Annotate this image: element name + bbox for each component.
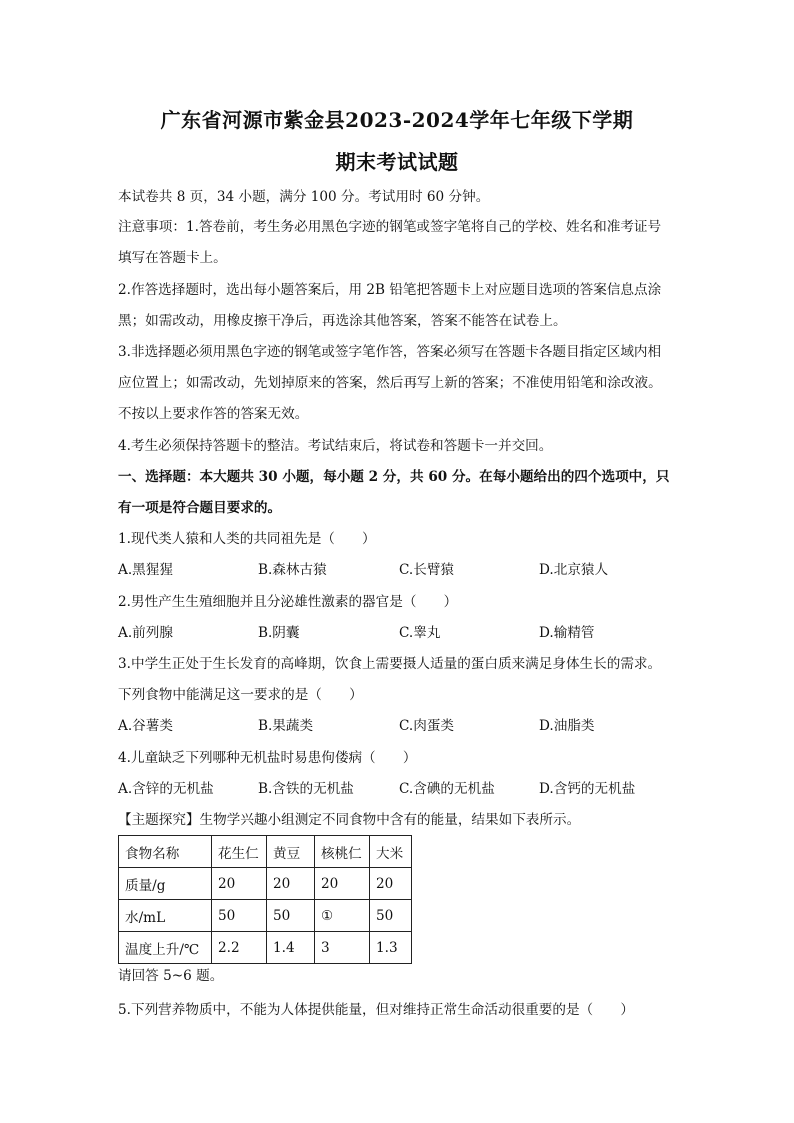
note-2-line-a: 2.作答选择题时，选出每小题答案后，用 2B 铅笔把答题卡上对应题目选项的答案信息点涂 <box>118 282 662 298</box>
question-2-option-c: C.睾丸 <box>399 625 441 641</box>
question-1-option-a: A.黑猩猩 <box>118 562 173 578</box>
table-cell: 50 <box>370 900 412 932</box>
note-1-line-a: 注意事项：1.答卷前，考生务必用黑色字迹的钢笔或签字笔将自己的学校、姓名和准考证号 <box>118 219 662 235</box>
note-1-line-b: 填写在答题卡上。 <box>118 250 227 266</box>
table-cell: 1.4 <box>267 932 315 964</box>
table-header-cell: 食物名称 <box>119 836 212 868</box>
question-3-stem-line2: 下列食物中能满足这一要求的是（ ） <box>118 687 363 703</box>
question-2-option-a: A.前列腺 <box>118 625 173 641</box>
table-cell: 20 <box>212 868 267 900</box>
food-energy-table <box>118 835 412 964</box>
table-row <box>119 932 412 964</box>
table-cell: 20 <box>370 868 412 900</box>
table-cell: 质量/g <box>119 868 212 900</box>
question-3-option-b: B.果蔬类 <box>258 718 314 734</box>
question-5-stem: 5.下列营养物质中，不能为人体提供能量，但对维持正常生命活动很重要的是（ ） <box>118 1002 634 1018</box>
exam-title-line2: 期末考试试题 <box>335 150 459 174</box>
question-1-option-b: B.森林古猿 <box>258 562 327 578</box>
table-row <box>119 868 412 900</box>
question-4-option-c: C.含碘的无机盐 <box>399 781 495 797</box>
exam-summary: 本试卷共 8 页，34 小题，满分 100 分。考试用时 60 分钟。 <box>118 189 490 205</box>
table-header-cell: 花生仁 <box>212 836 267 868</box>
table-cell: 50 <box>267 900 315 932</box>
question-2-stem: 2.男性产生生殖细胞并且分泌雄性激素的器官是（ ） <box>118 594 458 610</box>
note-3-line-a: 3.非选择题必须用黑色字迹的钢笔或签字笔作答，答案必须写在答题卡各题目指定区域内相 <box>118 344 662 360</box>
note-3-line-b: 应位置上；如需改动，先划掉原来的答案，然后再写上新的答案；不准使用铅笔和涂改液。 <box>118 375 662 391</box>
table-header-row <box>119 836 412 868</box>
theme-intro: 【主题探究】生物学兴趣小组测定不同食物中含有的能量，结果如下表所示。 <box>118 812 581 828</box>
table-header-cell: 大米 <box>370 836 412 868</box>
note-4: 4.考生必须保持答题卡的整洁。考试结束后，将试卷和答题卡一并交回。 <box>118 438 553 454</box>
question-3-option-a: A.谷薯类 <box>118 718 173 734</box>
question-4-stem: 4.儿童缺乏下列哪种无机盐时易患佝偻病（ ） <box>118 750 417 766</box>
table-cell: 20 <box>267 868 315 900</box>
question-1-option-c: C.长臂猿 <box>399 562 455 578</box>
table-cell: 水/mL <box>119 900 212 932</box>
table-cell: 2.2 <box>212 932 267 964</box>
question-4-option-d: D.含钙的无机盐 <box>539 781 636 797</box>
question-2-option-d: D.输精管 <box>539 625 595 641</box>
table-cell: 温度上升/℃ <box>119 932 212 964</box>
table-header-cell: 核桃仁 <box>315 836 370 868</box>
table-cell: ① <box>315 900 370 932</box>
question-4-option-a: A.含锌的无机盐 <box>118 781 214 797</box>
question-3-option-c: C.肉蛋类 <box>399 718 455 734</box>
theme-after-note: 请回答 5~6 题。 <box>118 968 224 984</box>
section-1-heading-a: 一、选择题：本大题共 30 小题，每小题 2 分，共 60 分。在每小题给出的四个选项中，只 <box>118 469 670 485</box>
question-4-option-b: B.含铁的无机盐 <box>258 781 354 797</box>
table-cell: 50 <box>212 900 267 932</box>
table-cell: 1.3 <box>370 932 412 964</box>
table-cell: 3 <box>315 932 370 964</box>
question-2-option-b: B.阴囊 <box>258 625 300 641</box>
table-cell: 20 <box>315 868 370 900</box>
note-2-line-b: 黑；如需改动，用橡皮擦干净后，再选涂其他答案，答案不能答在试卷上。 <box>118 313 567 329</box>
question-3-stem: 3.中学生正处于生长发育的高峰期，饮食上需要摄人适量的蛋白质来满足身体生长的需求。 <box>118 656 662 672</box>
exam-title-line1: 广东省河源市紫金县2023-2024学年七年级下学期 <box>160 108 634 132</box>
note-3-line-c: 不按以上要求作答的答案无效。 <box>118 406 309 422</box>
section-1-heading-b: 有一项是符合题目要求的。 <box>118 500 282 516</box>
table-row <box>119 900 412 932</box>
question-3-option-d: D.油脂类 <box>539 718 595 734</box>
question-1-option-d: D.北京猿人 <box>539 562 609 578</box>
question-1-stem: 1.现代类人猿和人类的共同祖先是（ ） <box>118 531 376 547</box>
table-header-cell: 黄豆 <box>267 836 315 868</box>
